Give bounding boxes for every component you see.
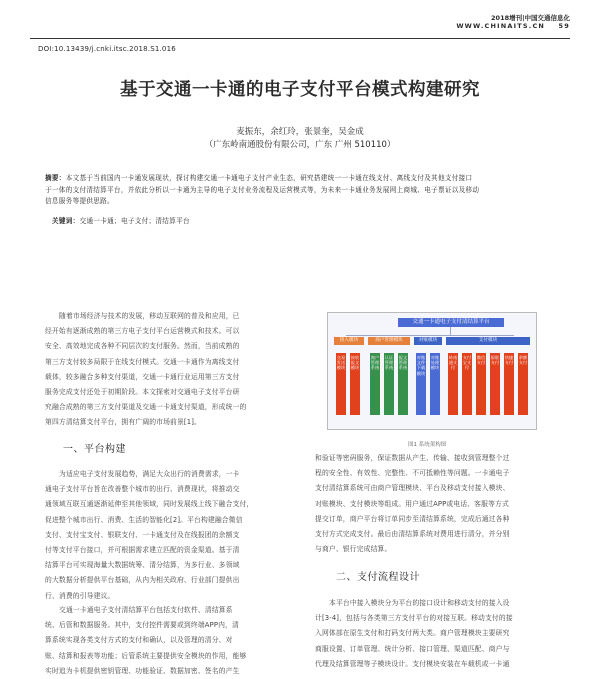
article-affiliation: （广东岭南通股份有限公司，广东 广州 510110） xyxy=(204,140,396,150)
diagram-box: 对账文件下载模块 xyxy=(416,353,426,415)
abstract-label: 摘要： xyxy=(45,174,66,182)
diagram-box: 微信支付 xyxy=(476,353,486,415)
header-rule xyxy=(30,38,570,39)
diagram-connector xyxy=(346,335,514,336)
diagram-box: 认证管理系统 xyxy=(384,353,394,415)
diagram-box: 商户管理系统 xyxy=(370,353,380,415)
diagram-group-access: 接入模块 xyxy=(334,337,364,345)
keywords-label: 关键词： xyxy=(52,217,80,225)
abstract-line: 于一体的支付清结算平台，并依此分析以一卡通为主导的电子支付业务流程及运营模式等，为未来一卡通业务发展网上商城、电子票证以及移动 xyxy=(45,185,480,194)
diagram-title: 交通一卡通电子支付清结算平台 xyxy=(398,318,504,327)
journal-name: 2018增刊|中国交通信息化 xyxy=(491,14,570,22)
page-number: 59 xyxy=(558,22,570,30)
keywords xyxy=(52,215,552,225)
section1-paragraph-1: 为适应电子支付发展趋势，满足大众出行的消费需求，一卡 通电子支付平台旨在改善整个城市的出行、消费现状，将推动交 通领域互联互通逐渐延伸至其他领域，同时发展线上线下融合支付， 促进整个城市出行、消费、生活的智能化[2]。平台构建融合微信 支付、支付宝支付、银联支付、一卡通支付及在线报团的余额支 付等支付平台接口，并可根据需求建立匹配的资金渠道。基于清 结算平台可实现海量大数据统筹、清分结算，为多行业、多领域 的大数据分析提供平台基础，从内为相关政府、行业部门提供出 行、消费的引导建议。 xyxy=(45,470,254,600)
keywords-text: 交通一卡通；电子支付；清结算平台 xyxy=(79,217,190,225)
diagram-box: 余额支付 xyxy=(518,353,528,415)
abstract xyxy=(45,173,555,208)
abstract-line: 摘要：本文基于当前国内一卡通发展现状，探讨构建交通一卡通电子支付产业生态，研究搭建统一一卡通在线支付、离线支付及其他支付接口 xyxy=(45,174,473,182)
diagram-group-payment: 支付模块 xyxy=(446,337,530,345)
diagram-group-merchant: 商户管理模块 xyxy=(368,337,410,345)
article-authors: 麦振东，余红玲，张景奎，吴金成 xyxy=(236,127,364,137)
diagram-box: 快捷支付 xyxy=(504,353,514,415)
architecture-diagram xyxy=(327,312,537,430)
diagram-box: 报文管理系统 xyxy=(398,353,408,415)
intro-paragraph: 随着市场经济与技术的发展，移动互联网的普及和应用，已 经开始有逐渐成熟的第三方电子支付平台运营模式和技术。可以 安全、高效地完成各种不同层次的支付服务。然而，当前成熟的 第三方支付较多局限于在线支付模式。交通一卡通作为离线支付 载体，较多融合多种支付渠道，交通一卡通行业运用第三方支付 服务完成支付还处于初期阶段。本文探索对交通电子支付平台研 究融合成熟的第三方支付渠道及交通一卡通支付渠道，形成统一的 第四方清结算支付平台，拥有广阔的市场前景[1]。 xyxy=(45,312,247,427)
figure-caption: 图1 系统架构图 xyxy=(408,442,447,448)
article-title: 基于交通一卡通的电子支付平台模式构建研究 xyxy=(120,80,480,100)
journal-website xyxy=(456,22,570,30)
journal-header xyxy=(456,14,570,30)
diagram-box: 对账处理模块 xyxy=(430,353,440,415)
doi: DOI:10.13439/j.cnki.itsc.2018.S1.016 xyxy=(38,45,176,53)
diagram-box: 岭南通支付 xyxy=(448,353,458,415)
diagram-group-reconcile: 对账模块 xyxy=(414,337,442,345)
website-url: WWW.CHINAITS.CN xyxy=(456,22,546,30)
abstract-line: 信息服务等提供思路。 xyxy=(45,197,114,205)
right-paragraph: 和验证等密码服务，保证数据从产生、传输、接收到管理整个过 程的安全性、有效性、完整性、不可抵赖性等问题。一卡通电子 支付清结算系统可由商户管理模块、平台及移动支付接入模块、 对账模块、支付模块等组成。用户通过APP或电话、客服等方式 提交订单，商户平台将订单同步至清结算系统，完成后通过各种 支付方式完成支付。最后由清结算系统对费用进行清分，并分别 与商户、银行完成结算。 xyxy=(315,454,510,554)
section1-paragraph-2: 交通一卡通电子支付清结算平台包括支付软件、清结算系 统、后管和数据服务。其中，支付控件需要或到终端APP内，清 算系统实现各类支付方式的支付和确认，以及管理的清分、对 账、结算和报表等功能；后管系统主要提供安全模块的作用，能够 实时追为卡机提供密钥管理、功能验证、数据加密、签名的产生 xyxy=(45,606,247,675)
diagram-connector xyxy=(450,327,451,335)
diagram-box: 接收报文模块 xyxy=(350,353,360,415)
diagram-box: 银联支付 xyxy=(490,353,500,415)
section-heading-1: 一、平台构建 xyxy=(63,444,126,455)
diagram-box: 支付宝支付 xyxy=(462,353,472,415)
section-heading-2: 二、支付流程设计 xyxy=(336,572,420,583)
diagram-box: 交易发送模块 xyxy=(336,353,346,415)
section2-paragraph: 本平台中接入模块分为平台的接口设计和移动支付的接入设 计[3-4]，包括与各类第三方支付平台的对接互联。移动支付的接 入网体部在原生支付和打码支付两大类。商户管理模块主要研究 商服设置、订单管理、统计分析、接口管理、渠道匹配、商户与 代理及结算管理等子模块设计。支付模块安装在车载机或一卡通 xyxy=(315,599,513,668)
